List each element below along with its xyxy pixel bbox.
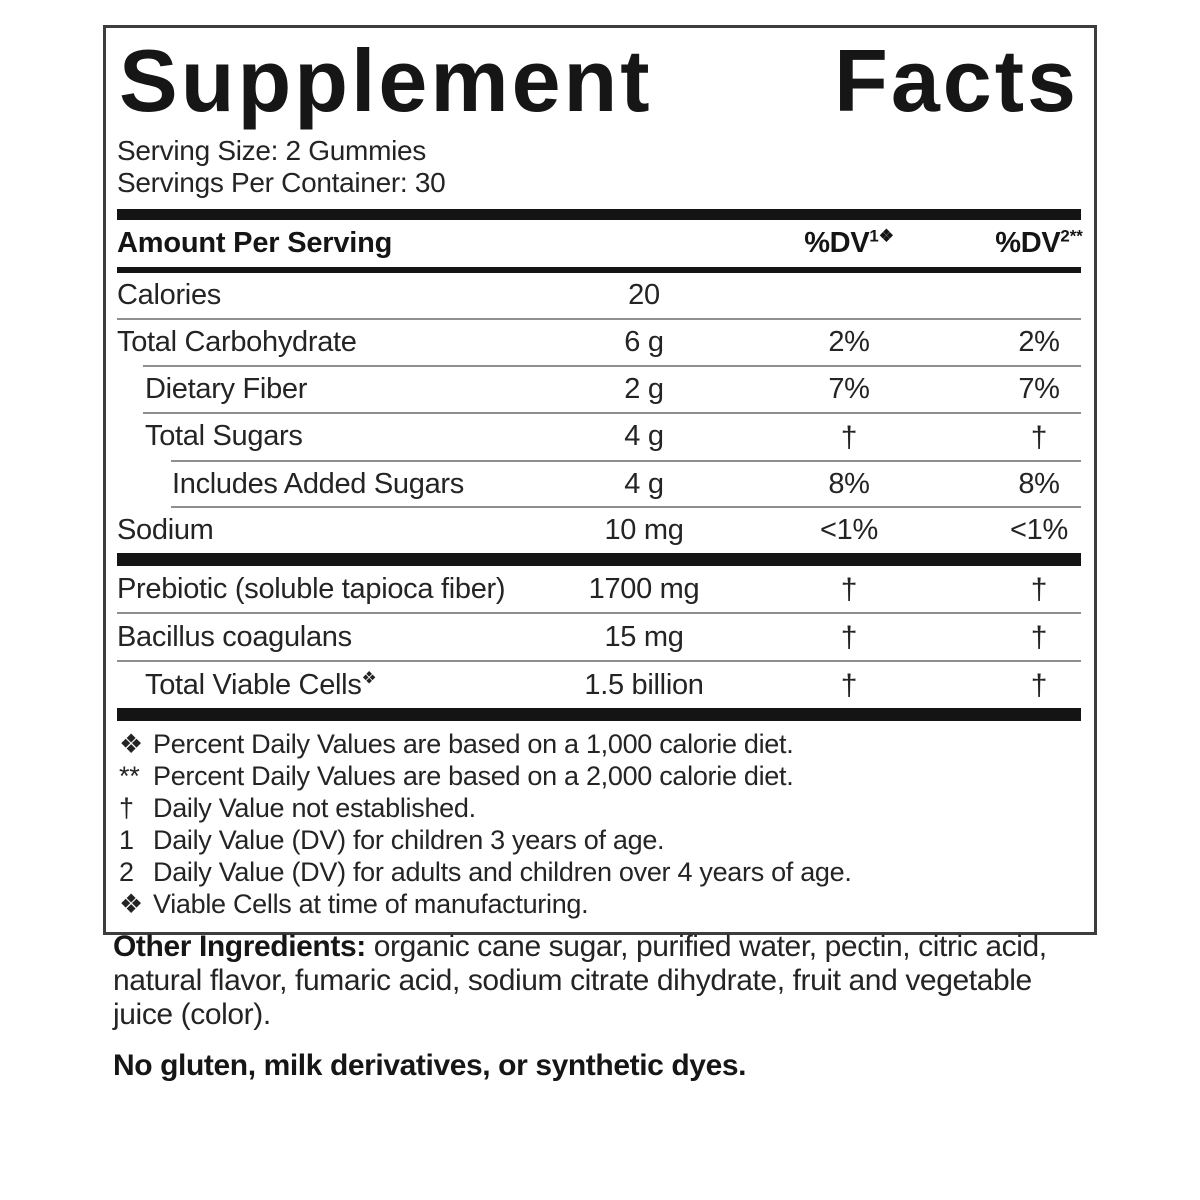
footnote-text: Viable Cells at time of manufacturing. [153, 888, 589, 919]
title-word-supplement: Supplement [119, 31, 653, 130]
row-dv2: 8% [1018, 467, 1060, 500]
row-name-text: Total Viable Cells [145, 668, 362, 701]
divider-thick-bottom [117, 708, 1081, 721]
row-amount: 20 [628, 278, 660, 311]
row-dv2: † [1030, 420, 1048, 454]
footnote-text: Percent Daily Values are based on a 2,000 calorie diet. [153, 761, 794, 792]
amount-per-serving-header: Amount Per Serving [117, 226, 393, 259]
row-name [117, 670, 587, 702]
row-dv2: 7% [1018, 372, 1060, 405]
footnote-1000-calorie [119, 729, 1081, 761]
dv1-column-header [804, 228, 894, 260]
serving-size-text: Serving Size: 2 Gummies [117, 135, 426, 166]
below-panel-text [113, 930, 1095, 1083]
row-dv1: † [840, 573, 858, 607]
row-name: Prebiotic (soluble tapioca fiber) [117, 572, 506, 605]
table-row-total-sugars [117, 414, 1081, 460]
table-row-total-carbohydrate [117, 320, 1081, 365]
footnote-text: Percent Daily Values are based on a 1,000 calorie diet. [153, 729, 794, 760]
supplement-facts-panel [103, 25, 1097, 935]
row-amount: 10 mg [604, 514, 684, 547]
dv1-header-superscript: 1❖ [869, 226, 894, 246]
divider-thick-middle [117, 553, 1081, 566]
row-dv1: † [840, 621, 858, 655]
row-amount: 1700 mg [588, 572, 700, 605]
row-dv1: † [840, 669, 858, 703]
table-row-prebiotic [117, 566, 1081, 612]
other-ingredients-label: Other Ingredients: [113, 930, 366, 963]
dv2-header-superscript: 2** [1060, 226, 1083, 246]
row-dv1: 8% [828, 467, 870, 500]
row-name: Dietary Fiber [145, 372, 308, 405]
row-dv1: † [840, 420, 858, 454]
footnote-viable-cells [119, 889, 1081, 921]
divider-thick-top [117, 209, 1081, 220]
row-name: Sodium [117, 514, 214, 547]
table-row-includes-added-sugars [117, 462, 1081, 507]
footnote-marker: 1 [119, 824, 134, 855]
row-amount: 15 mg [604, 620, 684, 653]
footnote-marker: ❖ [119, 888, 143, 919]
footnote-marker: 2 [119, 856, 134, 887]
row-name: Calories [117, 278, 221, 311]
title-word-facts: Facts [834, 31, 1079, 130]
table-row-dietary-fiber [117, 367, 1081, 412]
footnote-dv-not-established [119, 793, 1081, 825]
table-row-bacillus-coagulans [117, 614, 1081, 660]
table-row-sodium [117, 508, 1081, 553]
panel-title [117, 28, 1081, 130]
row-dv2: † [1030, 669, 1048, 703]
table-row-total-viable-cells [117, 662, 1081, 708]
row-dv2: † [1030, 573, 1048, 607]
allergen-statement: No gluten, milk derivatives, or synthetic dyes. [113, 1048, 747, 1082]
row-dv2: 2% [1018, 325, 1060, 358]
row-name: Includes Added Sugars [172, 467, 464, 500]
serving-info [117, 135, 1081, 200]
footnote-marker: ** [119, 761, 140, 792]
dv2-header-base: %DV [995, 226, 1061, 259]
table-row-calories [117, 273, 1081, 318]
viable-cells-superscript: ❖ [361, 668, 377, 688]
footnote-marker: ❖ [119, 729, 143, 760]
row-amount: 1.5 billion [584, 668, 704, 701]
footnote-2000-calorie [119, 761, 1081, 793]
footnotes-block [117, 721, 1081, 932]
row-dv1: 7% [828, 372, 870, 405]
footnote-dv-children [119, 825, 1081, 857]
row-dv2: † [1030, 621, 1048, 655]
other-ingredients-list: organic cane sugar, purified water, pectin, citric acid, natural flavor, fumaric acid, sodium citrate dihydrate, fruit and vegetable juice (color). [113, 930, 1047, 1032]
footnote-marker: † [119, 793, 134, 823]
row-amount: 4 g [624, 467, 664, 500]
row-amount: 6 g [624, 325, 664, 358]
dv2-column-header [995, 228, 1083, 260]
other-ingredients-paragraph [113, 930, 1095, 1033]
row-amount: 4 g [624, 420, 664, 453]
row-name: Total Sugars [145, 420, 303, 453]
footnote-text: Daily Value (DV) for adults and children over 4 years of age. [153, 856, 852, 887]
table-header-row [117, 220, 1081, 267]
row-dv1: 2% [828, 325, 870, 358]
footnote-dv-adults [119, 857, 1081, 889]
servings-per-container-text: Servings Per Container: 30 [117, 167, 446, 199]
row-amount: 2 g [624, 372, 664, 405]
row-name: Total Carbohydrate [117, 325, 357, 358]
dv1-header-base: %DV [804, 226, 870, 259]
row-name: Bacillus coagulans [117, 620, 352, 653]
row-dv2: <1% [1010, 514, 1068, 547]
row-dv1: <1% [820, 514, 878, 547]
footnote-text: Daily Value (DV) for children 3 years of age. [153, 824, 665, 855]
footnote-text: Daily Value not established. [153, 793, 476, 823]
